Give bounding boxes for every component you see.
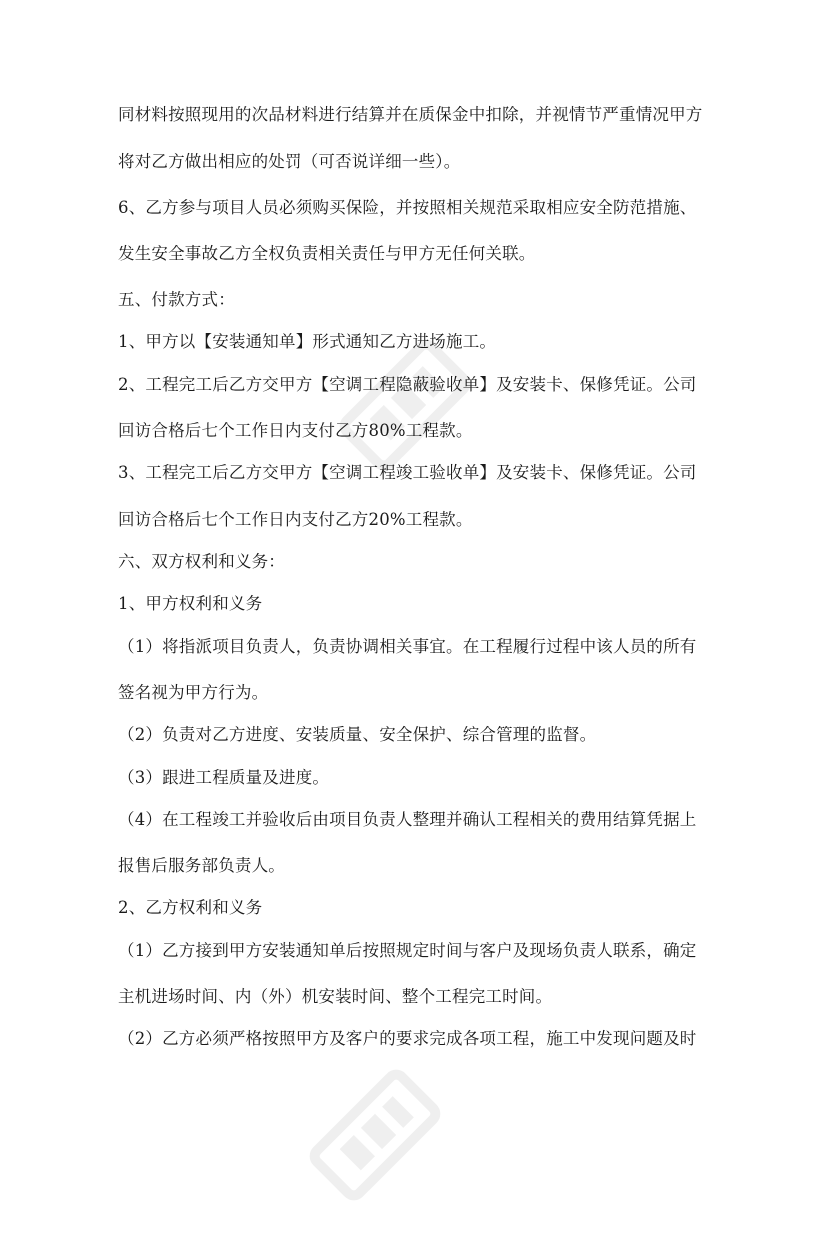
paragraph-line: 2、工程完工后乙方交甲方【空调工程隐蔽验收单】及安装卡、保修凭证。公司: [118, 375, 697, 394]
paragraph-line: （1）将指派项目负责人，负责协调相关事宜。在工程履行过程中该人员的所有: [118, 637, 697, 656]
paragraph-line: 发生安全事故乙方全权负责相关责任与甲方无任何关联。: [118, 244, 536, 263]
paragraph-line: 同材料按照现用的次品材料进行结算并在质保金中扣除，并视情节严重情况甲方: [118, 105, 703, 124]
paragraph-line: （3）跟进工程质量及进度。: [118, 768, 330, 787]
paragraph-line: 回访合格后七个工作日内支付乙方80%工程款。: [118, 421, 473, 440]
paragraph-line: 主机进场时间、内（外）机安装时间、整个工程完工时间。: [118, 987, 553, 1006]
paragraph-line: （1）乙方接到甲方安装通知单后按照规定时间与客户及现场负责人联系，确定: [118, 941, 697, 960]
paragraph-line: （2）负责对乙方进度、安装质量、安全保护、综合管理的监督。: [118, 725, 597, 744]
paragraph-line: （2）乙方必须严格按照甲方及客户的要求完成各项工程，施工中发现问题及时: [118, 1029, 697, 1048]
paragraph-line: 将对乙方做出相应的处罚（可否说详细一些）。: [118, 152, 461, 171]
paragraph-line: 报售后服务部负责人。: [118, 856, 285, 875]
section-heading: 五、付款方式：: [118, 290, 235, 309]
subsection-heading: 1、甲方权利和义务: [118, 594, 263, 613]
paragraph-line: 3、工程完工后乙方交甲方【空调工程竣工验收单】及安装卡、保修凭证。公司: [118, 463, 697, 482]
watermark-logo-icon: [269, 1029, 481, 1241]
paragraph-line: 1、甲方以【安装通知单】形式通知乙方进场施工。: [118, 332, 497, 351]
paragraph-line: （4）在工程竣工并验收后由项目负责人整理并确认工程相关的费用结算凭据上: [118, 810, 697, 829]
paragraph-line: 回访合格后七个工作日内支付乙方20%工程款。: [118, 510, 473, 529]
subsection-heading: 2、乙方权利和义务: [118, 898, 263, 917]
paragraph-line: 6、乙方参与项目人员必须购买保险，并按照相关规范采取相应安全防范措施、: [118, 198, 697, 217]
paragraph-line: 签名视为甲方行为。: [118, 683, 269, 702]
section-heading: 六、双方权利和义务：: [118, 552, 285, 571]
